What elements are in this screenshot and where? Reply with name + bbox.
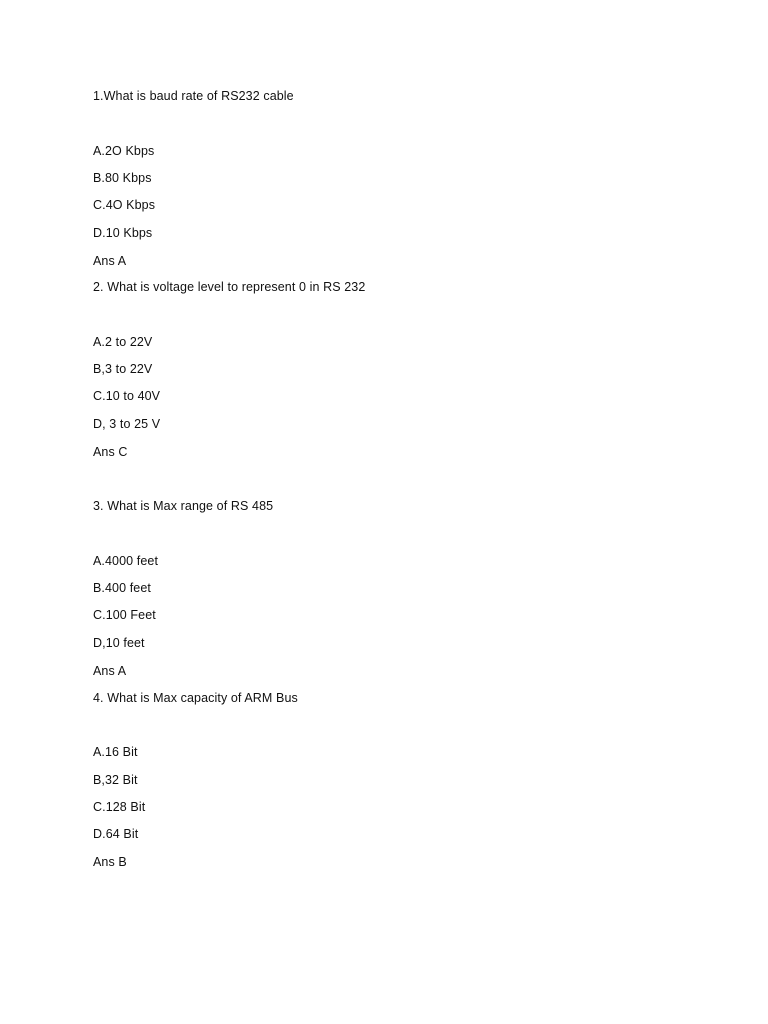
- question-1-option-d: D.10 Kbps: [93, 226, 153, 240]
- question-4-option-c: C.128 Bit: [93, 800, 146, 814]
- question-1-option-a: A.2O Kbps: [93, 144, 155, 158]
- question-2-option-a: A.2 to 22V: [93, 335, 153, 349]
- question-2-answer: Ans C: [93, 445, 128, 459]
- question-1-option-c: C.4O Kbps: [93, 198, 156, 212]
- question-3-option-d: D,10 feet: [93, 636, 145, 650]
- question-4-option-b: B,32 Bit: [93, 773, 138, 787]
- question-3-option-c: C.100 Feet: [93, 608, 156, 622]
- question-4-option-d: D.64 Bit: [93, 827, 139, 841]
- question-1-answer: Ans A: [93, 254, 127, 268]
- question-3-option-b: B.400 feet: [93, 581, 151, 595]
- question-1-option-b: B.80 Kbps: [93, 171, 152, 185]
- question-4-option-a: A.16 Bit: [93, 745, 138, 759]
- question-2-option-c: C.10 to 40V: [93, 389, 161, 403]
- question-2-option-b: B,3 to 22V: [93, 362, 153, 376]
- question-3-answer: Ans A: [93, 664, 127, 678]
- question-1: 1.What is baud rate of RS232 cable: [93, 89, 294, 103]
- question-2-option-d: D, 3 to 25 V: [93, 417, 161, 431]
- question-3: 3. What is Max range of RS 485: [93, 499, 274, 513]
- question-4-answer: Ans B: [93, 855, 127, 869]
- question-2: 2. What is voltage level to represent 0 in RS 232: [93, 280, 366, 294]
- question-3-option-a: A.4000 feet: [93, 554, 159, 568]
- question-4: 4. What is Max capacity of ARM Bus: [93, 691, 298, 705]
